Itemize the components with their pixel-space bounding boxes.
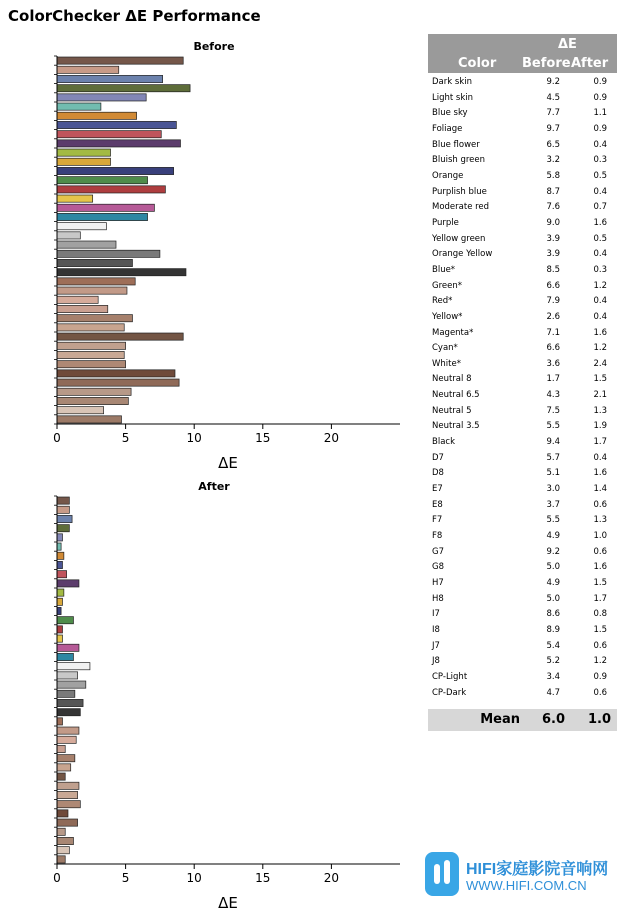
bar <box>57 672 78 679</box>
bar <box>57 635 62 642</box>
row-color-name: I8 <box>432 624 440 635</box>
table-row <box>428 622 617 638</box>
bar <box>57 773 65 780</box>
row-after-value: 0.3 <box>593 264 607 275</box>
bar <box>57 94 146 101</box>
row-after-value: 0.6 <box>593 546 607 557</box>
row-before-value: 5.5 <box>546 421 560 432</box>
table-row <box>428 638 617 654</box>
watermark <box>420 849 620 905</box>
row-after-value: 0.6 <box>593 687 607 698</box>
row-after-value: 1.7 <box>593 593 607 604</box>
bar <box>57 103 101 110</box>
row-before-value: 9.7 <box>546 123 560 134</box>
table-row <box>428 418 617 434</box>
table-body <box>428 74 617 700</box>
row-before-value: 3.6 <box>546 358 560 369</box>
row-color-name: Moderate red <box>432 202 490 213</box>
bar <box>57 856 65 863</box>
row-after-value: 0.6 <box>593 499 607 510</box>
bar <box>57 269 186 276</box>
bar <box>57 598 62 605</box>
row-color-name: H7 <box>432 578 444 588</box>
bar <box>57 407 104 414</box>
chart-title: After <box>198 480 230 493</box>
bar <box>57 801 80 808</box>
bar <box>57 195 93 202</box>
table-row <box>428 325 617 341</box>
bar <box>57 388 131 395</box>
row-before-value: 4.5 <box>546 92 560 103</box>
row-color-name: Orange <box>432 170 464 181</box>
row-after-value: 1.2 <box>593 280 607 291</box>
bar <box>57 847 69 854</box>
row-color-name: D8 <box>432 468 444 479</box>
row-color-name: CP-Dark <box>432 687 467 698</box>
row-color-name: White* <box>432 358 461 369</box>
row-after-value: 1.5 <box>593 578 607 588</box>
bar <box>57 250 160 257</box>
bar <box>57 626 62 633</box>
table-row <box>428 215 617 231</box>
row-before-value: 9.2 <box>546 546 560 557</box>
table-row <box>428 528 617 544</box>
row-color-name: Red* <box>432 296 453 307</box>
bar <box>57 177 148 184</box>
bar <box>57 663 90 670</box>
row-after-value: 0.6 <box>593 640 607 651</box>
bar <box>57 75 163 82</box>
bar <box>57 333 183 340</box>
row-after-value: 1.2 <box>593 343 607 354</box>
bar <box>57 416 121 423</box>
table-row <box>428 450 617 466</box>
row-after-value: 2.1 <box>593 390 607 401</box>
row-after-value: 1.5 <box>593 624 607 635</box>
table-row <box>428 137 617 153</box>
x-tick-label: 10 <box>186 431 202 445</box>
bar <box>57 755 75 762</box>
table-row <box>428 653 617 669</box>
header-after: After <box>571 56 609 71</box>
row-color-name: Green* <box>432 280 462 291</box>
row-before-value: 4.9 <box>546 531 560 542</box>
bar <box>57 580 79 587</box>
table-row <box>428 278 617 294</box>
table-row <box>428 685 617 701</box>
bar <box>57 607 61 614</box>
bar <box>57 525 69 532</box>
row-color-name: G7 <box>432 546 444 557</box>
row-color-name: Neutral 5 <box>432 405 472 416</box>
row-before-value: 7.6 <box>546 202 560 213</box>
row-color-name: Foliage <box>432 123 463 134</box>
row-after-value: 1.9 <box>593 421 607 432</box>
bar <box>57 232 80 239</box>
row-after-value: 0.9 <box>593 92 607 103</box>
row-before-value: 5.8 <box>546 170 560 181</box>
bar <box>57 837 73 844</box>
row-after-value: 0.4 <box>593 311 607 322</box>
row-after-value: 1.6 <box>593 217 607 228</box>
x-tick-label: 0 <box>53 431 61 445</box>
row-color-name: Black <box>432 437 455 448</box>
mean-label: Mean <box>480 712 520 728</box>
row-color-name: Blue flower <box>432 139 480 150</box>
table-row <box>428 168 617 184</box>
row-after-value: 0.9 <box>593 671 607 682</box>
row-after-value: 0.4 <box>593 452 607 463</box>
bar <box>57 370 175 377</box>
bar <box>57 278 135 285</box>
bar <box>57 158 111 165</box>
row-after-value: 2.4 <box>593 358 607 369</box>
bar <box>57 379 179 386</box>
row-before-value: 8.9 <box>546 624 560 635</box>
row-before-value: 3.4 <box>546 671 560 682</box>
row-before-value: 5.1 <box>546 468 560 479</box>
row-after-value: 1.4 <box>593 484 607 495</box>
row-after-value: 1.7 <box>593 437 607 448</box>
row-before-value: 5.2 <box>546 656 560 667</box>
bar <box>57 85 190 92</box>
bar <box>57 342 126 349</box>
before-chart <box>0 36 410 474</box>
bar <box>57 561 62 568</box>
row-before-value: 6.6 <box>546 280 560 291</box>
table-row <box>428 121 617 137</box>
row-before-value: 6.5 <box>546 139 560 150</box>
x-tick-label: 15 <box>255 871 271 885</box>
row-after-value: 1.6 <box>593 562 607 573</box>
header-color: Color <box>458 56 497 71</box>
chart-title: Before <box>193 40 235 53</box>
table-row <box>428 669 617 685</box>
table-row <box>428 481 617 497</box>
delta-e-table <box>428 34 617 731</box>
table-row <box>428 497 617 513</box>
x-tick-label: 20 <box>323 871 340 885</box>
row-color-name: H8 <box>432 593 444 604</box>
row-before-value: 4.3 <box>546 390 560 401</box>
table-row <box>428 434 617 450</box>
table-row <box>428 184 617 200</box>
bar <box>57 497 69 504</box>
row-before-value: 7.5 <box>546 405 560 416</box>
row-color-name: J7 <box>432 640 440 651</box>
row-after-value: 0.3 <box>593 155 607 166</box>
row-before-value: 4.9 <box>546 578 560 588</box>
row-before-value: 3.9 <box>546 233 560 244</box>
table-header <box>428 34 617 73</box>
bar <box>57 644 79 651</box>
table-row <box>428 309 617 325</box>
table-row <box>428 293 617 309</box>
x-tick-label: 5 <box>121 871 130 885</box>
row-before-value: 5.0 <box>546 593 560 604</box>
bar <box>57 810 68 817</box>
bar <box>57 617 73 624</box>
row-before-value: 5.4 <box>546 640 560 651</box>
table-mean-row <box>428 709 617 731</box>
row-before-value: 6.6 <box>546 343 560 354</box>
bar <box>57 552 64 559</box>
table-row <box>428 371 617 387</box>
bar <box>57 167 174 174</box>
row-color-name: Light skin <box>432 92 474 103</box>
row-color-name: I7 <box>432 609 440 620</box>
bar <box>57 828 65 835</box>
row-before-value: 7.7 <box>546 108 560 119</box>
table-row <box>428 512 617 528</box>
bar <box>57 653 73 660</box>
row-after-value: 1.3 <box>593 515 607 526</box>
row-before-value: 9.0 <box>546 217 560 228</box>
table-row <box>428 340 617 356</box>
bar <box>57 745 65 752</box>
bar <box>57 681 86 688</box>
bar <box>57 819 78 826</box>
row-color-name: Purple <box>432 217 459 228</box>
row-after-value: 1.2 <box>593 656 607 667</box>
bar <box>57 131 161 138</box>
bar <box>57 57 183 64</box>
row-after-value: 0.5 <box>593 233 607 244</box>
row-color-name: Dark skin <box>432 77 472 87</box>
watermark-url: WWW.HIFI.COM.CN <box>466 878 587 893</box>
mean-after: 1.0 <box>587 712 611 728</box>
row-before-value: 5.5 <box>546 515 560 526</box>
row-color-name: J8 <box>432 656 440 667</box>
bar <box>57 690 75 697</box>
bar <box>57 213 148 220</box>
bar <box>57 764 71 771</box>
row-after-value: 0.4 <box>593 139 607 150</box>
row-after-value: 1.6 <box>593 468 607 479</box>
bar <box>57 718 62 725</box>
watermark-title: HIFI家庭影院音响网 <box>466 861 609 878</box>
row-color-name: Bluish green <box>432 155 486 166</box>
x-tick-label: 0 <box>53 871 61 885</box>
bar <box>57 709 80 716</box>
x-axis-label: ΔE <box>218 454 238 472</box>
row-before-value: 7.1 <box>546 327 560 338</box>
row-before-value: 3.9 <box>546 249 560 260</box>
row-after-value: 0.4 <box>593 296 607 307</box>
table-row <box>428 199 617 215</box>
bar <box>57 324 124 331</box>
x-tick-label: 20 <box>323 431 340 445</box>
row-color-name: Orange Yellow <box>432 249 493 260</box>
header-before: Before <box>522 56 571 71</box>
bar <box>57 736 76 743</box>
table-row <box>428 152 617 168</box>
row-before-value: 3.0 <box>546 484 560 495</box>
row-color-name: Neutral 8 <box>432 374 472 385</box>
row-color-name: Blue sky <box>432 108 468 119</box>
bar <box>57 571 67 578</box>
bar <box>57 140 180 147</box>
row-before-value: 4.7 <box>546 687 560 698</box>
row-after-value: 1.0 <box>593 531 607 542</box>
row-color-name: F7 <box>432 515 443 526</box>
page-title: ColorChecker ΔE Performance <box>8 7 261 25</box>
bar <box>57 397 128 404</box>
row-after-value: 1.5 <box>593 374 607 385</box>
table-row <box>428 231 617 247</box>
bar <box>57 727 79 734</box>
table-row <box>428 90 617 106</box>
bar <box>57 66 119 73</box>
table-row <box>428 575 617 591</box>
row-color-name: Yellow green <box>432 233 486 244</box>
row-after-value: 1.6 <box>593 327 607 338</box>
row-before-value: 8.7 <box>546 186 560 197</box>
row-color-name: F8 <box>432 531 443 542</box>
bar <box>57 296 98 303</box>
table-row <box>428 262 617 278</box>
row-color-name: D7 <box>432 452 444 463</box>
bar <box>57 186 165 193</box>
row-before-value: 1.7 <box>546 374 560 385</box>
row-after-value: 1.1 <box>593 108 607 119</box>
row-color-name: Purplish blue <box>432 186 487 197</box>
row-color-name: Yellow* <box>432 311 463 322</box>
bar <box>57 506 69 513</box>
bar <box>57 149 111 156</box>
row-before-value: 9.4 <box>546 437 560 448</box>
bar <box>57 112 137 119</box>
table-row <box>428 465 617 481</box>
bar <box>57 699 83 706</box>
row-before-value: 8.6 <box>546 609 560 620</box>
bar <box>57 782 79 789</box>
row-before-value: 5.0 <box>546 562 560 573</box>
bar <box>57 589 64 596</box>
bar <box>57 121 176 128</box>
bar <box>57 543 61 550</box>
table-row <box>428 387 617 403</box>
bar <box>57 361 126 368</box>
row-after-value: 0.4 <box>593 249 607 260</box>
header-delta-e: ΔE <box>558 37 577 52</box>
table-row <box>428 606 617 622</box>
bar <box>57 315 132 322</box>
bar <box>57 305 108 312</box>
row-before-value: 3.7 <box>546 499 560 510</box>
row-color-name: E8 <box>432 499 443 510</box>
table-row <box>428 403 617 419</box>
table-row <box>428 74 617 90</box>
bar <box>57 259 132 266</box>
row-before-value: 2.6 <box>546 311 560 322</box>
row-before-value: 3.2 <box>546 155 560 166</box>
bar <box>57 534 62 541</box>
table-row <box>428 544 617 560</box>
bar <box>57 351 124 358</box>
row-after-value: 0.8 <box>593 609 607 620</box>
row-before-value: 9.2 <box>546 77 560 87</box>
speaker-logo-icon <box>425 852 459 896</box>
bar <box>57 223 106 230</box>
after-chart <box>0 476 410 914</box>
row-color-name: Magenta* <box>432 327 474 338</box>
row-color-name: Neutral 3.5 <box>432 421 480 432</box>
x-tick-label: 5 <box>121 431 130 445</box>
bar <box>57 287 127 294</box>
x-axis-label: ΔE <box>218 894 238 912</box>
table-row <box>428 559 617 575</box>
x-tick-label: 15 <box>255 431 271 445</box>
row-color-name: CP-Light <box>432 671 468 682</box>
table-row <box>428 105 617 121</box>
row-after-value: 1.3 <box>593 405 607 416</box>
bar <box>57 204 154 211</box>
table-row <box>428 246 617 262</box>
row-color-name: E7 <box>432 484 443 495</box>
row-before-value: 5.7 <box>546 452 560 463</box>
bar <box>57 241 116 248</box>
row-after-value: 0.4 <box>593 186 607 197</box>
table-row <box>428 591 617 607</box>
row-color-name: Neutral 6.5 <box>432 390 480 401</box>
mean-before: 6.0 <box>541 712 565 728</box>
row-after-value: 0.5 <box>593 170 607 181</box>
row-after-value: 0.7 <box>593 202 607 213</box>
bar <box>57 791 78 798</box>
row-after-value: 0.9 <box>593 77 607 87</box>
row-color-name: Cyan* <box>432 343 458 354</box>
row-color-name: G8 <box>432 562 444 573</box>
row-color-name: Blue* <box>432 264 456 275</box>
bar <box>57 515 72 522</box>
row-before-value: 7.9 <box>546 296 560 307</box>
table-row <box>428 356 617 372</box>
x-tick-label: 10 <box>186 871 202 885</box>
row-before-value: 8.5 <box>546 264 560 275</box>
row-after-value: 0.9 <box>593 123 607 134</box>
